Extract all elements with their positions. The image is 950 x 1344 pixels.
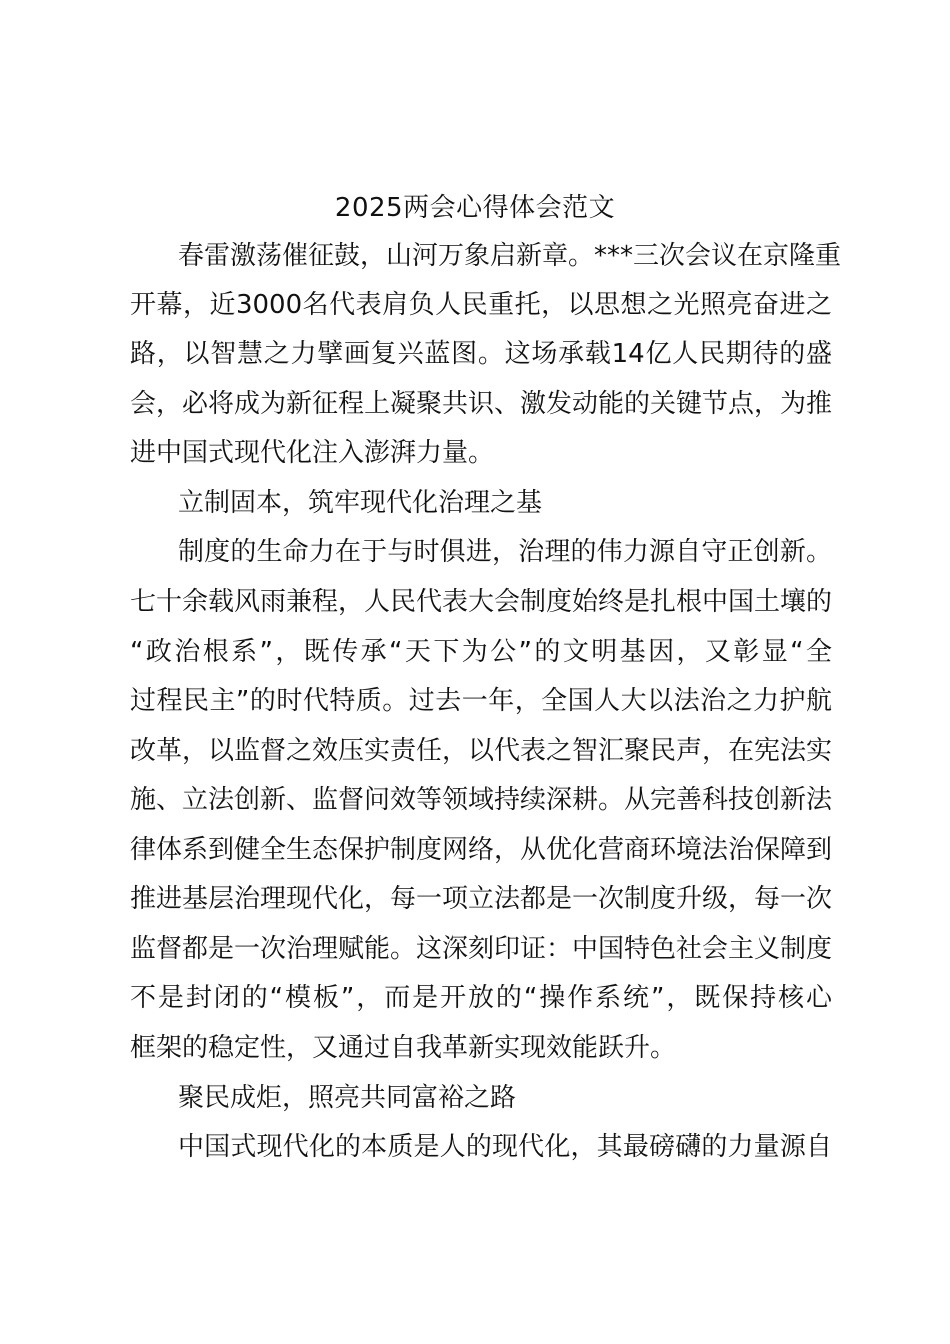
paragraph-line: 制度的生命力在于与时俱进，治理的伟力源自守正创新。 <box>178 537 832 567</box>
document-title: 2025两会心得体会范文 <box>334 193 616 223</box>
paragraph-line: 春雷激荡催征鼓，山河万象启新章。***三次会议在京隆重 <box>178 241 842 271</box>
paragraph-line: 框架的稳定性，又通过自我革新实现效能跃升。 <box>130 1033 677 1063</box>
paragraph-line: 过程民主”的时代特质。过去一年，全国人大以法治之力护航 <box>130 686 832 716</box>
paragraph-line: 路，以智慧之力擘画复兴蓝图。这场承载14亿人民期待的盛 <box>130 339 832 369</box>
paragraph-line: 不是封闭的“模板”，而是开放的“操作系统”，既保持核心 <box>130 983 832 1013</box>
paragraph-line: 律体系到健全生态保护制度网络，从优化营商环境法治保障到 <box>130 835 833 865</box>
paragraph-line: 改革，以监督之效压实责任，以代表之智汇聚民声，在宪法实 <box>130 736 833 766</box>
paragraph-line: 中国式现代化的本质是人的现代化，其最磅礴的力量源自 <box>178 1132 832 1162</box>
paragraph-line: 施、立法创新、监督问效等领域持续深耕。从完善科技创新法 <box>130 785 833 815</box>
paragraph-line: 会，必将成为新征程上凝聚共识、激发动能的关键节点，为推 <box>130 389 833 419</box>
paragraph-line: 七十余载风雨兼程，人民代表大会制度始终是扎根中国土壤的 <box>130 587 833 617</box>
section-heading: 聚民成炬，照亮共同富裕之路 <box>178 1083 517 1113</box>
section-heading: 立制固本，筑牢现代化治理之基 <box>178 488 543 518</box>
paragraph-line: “政治根系”，既传承“天下为公”的文明基因，又彰显“全 <box>130 637 832 667</box>
paragraph-line: 推进基层治理现代化，每一项立法都是一次制度升级，每一次 <box>130 884 833 914</box>
paragraph-line: 进中国式现代化注入澎湃力量。 <box>130 438 495 468</box>
paragraph-line: 监督都是一次治理赋能。这深刻印证：中国特色社会主义制度 <box>130 934 833 964</box>
paragraph-line: 开幕，近3000名代表肩负人民重托，以思想之光照亮奋进之 <box>130 290 832 320</box>
